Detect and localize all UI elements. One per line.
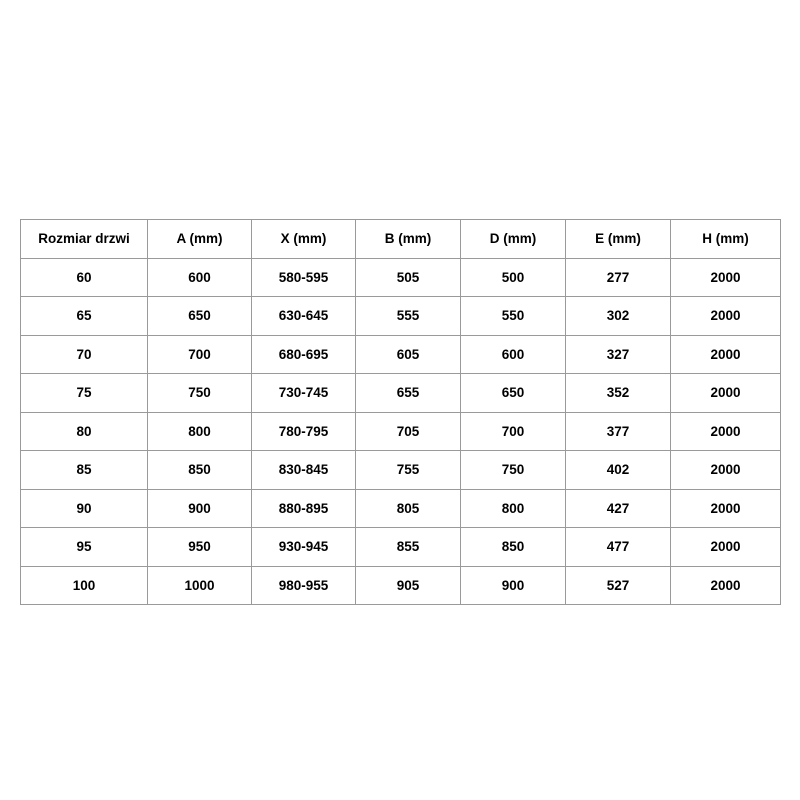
cell-a: 800 (148, 412, 252, 451)
column-header-d: D (mm) (461, 220, 566, 259)
cell-e: 427 (566, 489, 671, 528)
cell-d: 500 (461, 258, 566, 297)
cell-h: 2000 (671, 566, 781, 605)
cell-a: 750 (148, 374, 252, 413)
cell-d: 700 (461, 412, 566, 451)
cell-h: 2000 (671, 412, 781, 451)
cell-h: 2000 (671, 335, 781, 374)
cell-d: 750 (461, 451, 566, 490)
cell-size: 60 (21, 258, 148, 297)
cell-b: 505 (356, 258, 461, 297)
cell-b: 805 (356, 489, 461, 528)
cell-x: 930-945 (252, 528, 356, 567)
table-header-row (21, 220, 781, 259)
cell-e: 327 (566, 335, 671, 374)
cell-x: 580-595 (252, 258, 356, 297)
cell-b: 555 (356, 297, 461, 336)
column-header-b: B (mm) (356, 220, 461, 259)
cell-e: 402 (566, 451, 671, 490)
cell-e: 527 (566, 566, 671, 605)
cell-b: 655 (356, 374, 461, 413)
cell-h: 2000 (671, 258, 781, 297)
cell-size: 95 (21, 528, 148, 567)
column-header-e: E (mm) (566, 220, 671, 259)
cell-size: 100 (21, 566, 148, 605)
cell-d: 900 (461, 566, 566, 605)
table-row (21, 412, 781, 451)
cell-size: 90 (21, 489, 148, 528)
table-row (21, 335, 781, 374)
table-row (21, 451, 781, 490)
cell-x: 980-955 (252, 566, 356, 605)
cell-d: 600 (461, 335, 566, 374)
cell-a: 700 (148, 335, 252, 374)
cell-d: 800 (461, 489, 566, 528)
column-header-rozmiar-drzwi: Rozmiar drzwi (21, 220, 148, 259)
cell-e: 477 (566, 528, 671, 567)
cell-a: 900 (148, 489, 252, 528)
cell-a: 950 (148, 528, 252, 567)
table-row (21, 566, 781, 605)
cell-h: 2000 (671, 374, 781, 413)
cell-h: 2000 (671, 451, 781, 490)
table-row (21, 489, 781, 528)
cell-a: 1000 (148, 566, 252, 605)
cell-a: 600 (148, 258, 252, 297)
cell-h: 2000 (671, 528, 781, 567)
table-row (21, 528, 781, 567)
cell-a: 650 (148, 297, 252, 336)
column-header-a: A (mm) (148, 220, 252, 259)
cell-b: 855 (356, 528, 461, 567)
table-row (21, 297, 781, 336)
cell-b: 705 (356, 412, 461, 451)
cell-a: 850 (148, 451, 252, 490)
cell-x: 880-895 (252, 489, 356, 528)
cell-e: 277 (566, 258, 671, 297)
column-header-x: X (mm) (252, 220, 356, 259)
cell-e: 302 (566, 297, 671, 336)
cell-x: 780-795 (252, 412, 356, 451)
cell-b: 605 (356, 335, 461, 374)
cell-d: 850 (461, 528, 566, 567)
column-header-h: H (mm) (671, 220, 781, 259)
cell-e: 352 (566, 374, 671, 413)
specification-table (20, 219, 781, 605)
cell-size: 85 (21, 451, 148, 490)
cell-x: 830-845 (252, 451, 356, 490)
cell-size: 65 (21, 297, 148, 336)
table-row (21, 374, 781, 413)
cell-e: 377 (566, 412, 671, 451)
cell-h: 2000 (671, 489, 781, 528)
cell-x: 630-645 (252, 297, 356, 336)
cell-size: 75 (21, 374, 148, 413)
cell-x: 730-745 (252, 374, 356, 413)
cell-b: 905 (356, 566, 461, 605)
cell-d: 550 (461, 297, 566, 336)
table-row (21, 258, 781, 297)
cell-h: 2000 (671, 297, 781, 336)
cell-size: 70 (21, 335, 148, 374)
cell-d: 650 (461, 374, 566, 413)
cell-x: 680-695 (252, 335, 356, 374)
cell-size: 80 (21, 412, 148, 451)
specification-table-container (20, 219, 780, 605)
cell-b: 755 (356, 451, 461, 490)
